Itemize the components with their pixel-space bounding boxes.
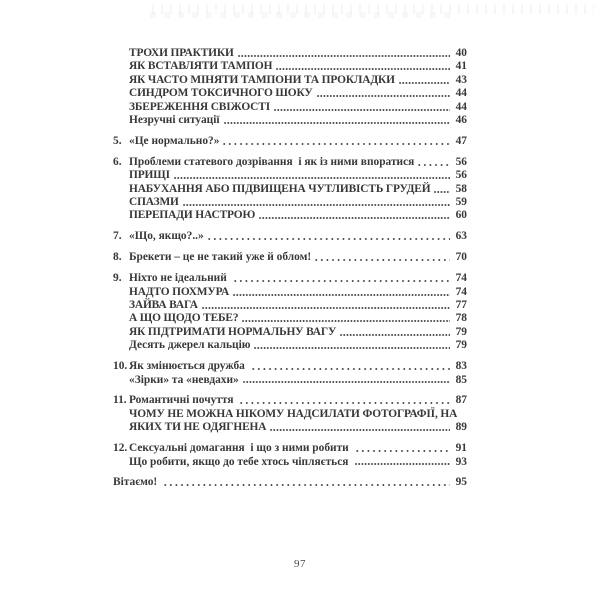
toc-sub-entry — [113, 299, 467, 312]
entry-title: ЗБЕРЕЖЕННЯ СВІЖОСТІ — [129, 100, 270, 113]
toc-block — [113, 442, 467, 469]
entry-title: ЯК ВСТАВЛЯТИ ТАМПОН — [129, 60, 273, 73]
entry-title: Десять джерел кальцію — [129, 339, 251, 352]
entry-page-number: 77 — [455, 299, 467, 311]
entry-page-number: 93 — [455, 455, 467, 468]
entry-page-number: 89 — [455, 421, 467, 434]
entry-title: Що робити, якщо до тебе хтось чіпляється — [129, 455, 352, 468]
dot-leader — [224, 121, 450, 125]
entry-page-number: 87 — [455, 394, 467, 407]
dot-leader — [399, 81, 450, 85]
toc-sub-entry — [113, 87, 467, 100]
entry-page-number: 46 — [455, 114, 467, 127]
toc-sub-entry — [113, 196, 467, 209]
entry-page-number: 43 — [455, 73, 467, 86]
entry-page-number: 40 — [455, 47, 467, 59]
dot-leader — [270, 428, 450, 432]
entry-title: Брекети – це не такий уже й облом! — [129, 251, 312, 264]
dot-leader — [317, 94, 450, 98]
toc-sub-entry — [113, 326, 467, 339]
entry-page-number: 58 — [455, 182, 467, 195]
dot-leader — [243, 380, 450, 384]
entry-title: СИНДРОМ ТОКСИЧНОГО ШОКУ — [129, 87, 313, 100]
entry-number: 10. — [113, 360, 128, 373]
dot-leader — [418, 163, 450, 167]
toc-block — [113, 47, 467, 127]
entry-page-number: 44 — [455, 87, 467, 100]
toc-chapter-entry — [113, 230, 467, 243]
entry-page-number: 85 — [455, 373, 467, 386]
toc-block — [113, 476, 467, 489]
entry-page-number: 74 — [455, 285, 467, 298]
toc-chapter-entry — [113, 156, 467, 169]
toc-block — [113, 272, 467, 352]
dot-leader — [164, 483, 450, 487]
toc-sub-entry — [113, 456, 467, 469]
dot-leader — [252, 367, 450, 371]
dot-leader — [183, 203, 450, 207]
entry-title: «Що, якщо?..» — [129, 230, 204, 243]
entry-title: НАБУХАННЯ АБО ПІДВИЩЕНА ЧУТЛИВІСТЬ ГРУДЕЙ — [129, 182, 431, 195]
dot-leader — [174, 176, 450, 180]
entry-title: «Зірки» та «невдахи» — [129, 373, 239, 386]
dot-leader — [254, 346, 450, 350]
toc-chapter-entry — [113, 135, 467, 148]
page-number-footer: 97 — [294, 558, 306, 570]
toc-entry — [113, 476, 467, 489]
entry-title: Як змінюється дружба — [129, 360, 248, 373]
entry-title: ПЕРЕПАДИ НАСТРОЮ — [129, 209, 256, 222]
toc-block — [113, 135, 467, 148]
toc-block — [113, 394, 467, 434]
entry-page-number: 59 — [455, 196, 467, 209]
table-of-contents — [113, 47, 467, 490]
entry-number: 7. — [113, 230, 122, 243]
dot-leader — [223, 142, 450, 146]
entry-title: ЯКИХ ТИ НЕ ОДЯГНЕНА — [129, 421, 267, 434]
dot-leader — [242, 319, 450, 323]
entry-page-number: 60 — [455, 209, 467, 222]
toc-block — [113, 251, 467, 264]
toc-chapter-entry — [113, 360, 467, 373]
entry-page-number: 47 — [455, 134, 467, 147]
entry-title: Сексуальні домагання і що з ними робити — [129, 442, 352, 455]
entry-page-number: 78 — [455, 312, 467, 325]
entry-page-number: 91 — [455, 442, 467, 455]
entry-page-number: 56 — [455, 155, 467, 168]
toc-chapter-entry — [113, 272, 467, 285]
toc-sub-entry — [113, 74, 467, 87]
entry-number: 9. — [113, 272, 122, 285]
entry-title: ПРИЩІ — [129, 169, 170, 182]
toc-chapter-entry — [113, 442, 467, 455]
entry-title: НАДТО ПОХМУРА — [129, 285, 230, 298]
showthrough-artifact — [150, 12, 450, 18]
entry-number: 12. — [113, 442, 128, 455]
dot-leader — [276, 67, 450, 71]
entry-page-number: 74 — [455, 272, 467, 285]
dot-leader — [355, 462, 450, 466]
dot-leader — [233, 293, 450, 297]
entry-title: А ЩО ЩОДО ТЕБЕ? — [129, 312, 239, 325]
entry-title: ЯК ПІДТРИМАТИ НОРМАЛЬНУ ВАГУ — [129, 325, 337, 338]
entry-page-number: 63 — [455, 230, 467, 243]
toc-sub-entry — [113, 209, 467, 222]
entry-page-number: 83 — [455, 360, 467, 373]
entry-page-number: 56 — [455, 169, 467, 182]
toc-sub-entry — [113, 47, 467, 60]
toc-sub-entry — [113, 286, 467, 299]
dot-leader — [274, 108, 450, 112]
dot-leader — [234, 279, 450, 283]
entry-title: Незручні ситуації — [129, 114, 220, 127]
dot-leader — [356, 449, 450, 453]
entry-page-number: 79 — [455, 339, 467, 352]
entry-page-number: 44 — [455, 100, 467, 113]
toc-sub-entry — [113, 60, 467, 73]
entry-title: Ніхто не ідеальний — [129, 272, 230, 285]
entry-title: Проблеми статевого дозрівання і як із ними впоратися — [129, 155, 415, 168]
entry-title: ЯК ЧАСТО МІНЯТИ ТАМПОНИ ТА ПРОКЛАДКИ — [129, 73, 395, 86]
toc-sub-entry — [113, 339, 467, 352]
entry-title: Романтичні почуття — [129, 394, 237, 407]
toc-chapter-entry — [113, 251, 467, 264]
entry-title: «Це нормально?» — [129, 134, 220, 147]
toc-block — [113, 230, 467, 243]
dot-leader — [238, 54, 450, 58]
entry-page-number: 70 — [455, 251, 467, 264]
toc-sub-entry — [113, 114, 467, 127]
entry-number: 8. — [113, 251, 122, 264]
entry-page-number: 79 — [455, 325, 467, 338]
dot-leader — [315, 258, 450, 262]
toc-block — [113, 360, 467, 387]
toc-sub-entry — [113, 421, 467, 434]
entry-title: ТРОХИ ПРАКТИКИ — [129, 47, 234, 59]
entry-number: 5. — [113, 134, 122, 147]
dot-leader — [208, 237, 450, 241]
dot-leader — [240, 401, 450, 405]
toc-sub-entry — [113, 169, 467, 182]
entry-page-number: 95 — [455, 476, 467, 489]
toc-sub-entry — [113, 312, 467, 325]
dot-leader — [434, 190, 450, 194]
entry-page-number: 41 — [455, 60, 467, 73]
toc-sub-entry — [113, 408, 467, 421]
entry-title: ЗАЙВА ВАГА — [129, 299, 198, 311]
dot-leader — [340, 333, 450, 337]
entry-title: СПАЗМИ — [129, 196, 179, 209]
toc-chapter-entry — [113, 394, 467, 407]
entry-title: ЧОМУ НЕ МОЖНА НІКОМУ НАДСИЛАТИ ФОТОГРАФІЇ, НА — [129, 407, 458, 420]
entry-number: 11. — [113, 394, 127, 407]
entry-number: 6. — [113, 155, 122, 168]
toc-sub-entry — [113, 101, 467, 114]
entry-title: Вітаємо! — [113, 476, 161, 489]
toc-block — [113, 156, 467, 223]
dot-leader — [202, 306, 450, 310]
toc-sub-entry — [113, 374, 467, 387]
toc-sub-entry — [113, 183, 467, 196]
dot-leader — [259, 216, 450, 220]
